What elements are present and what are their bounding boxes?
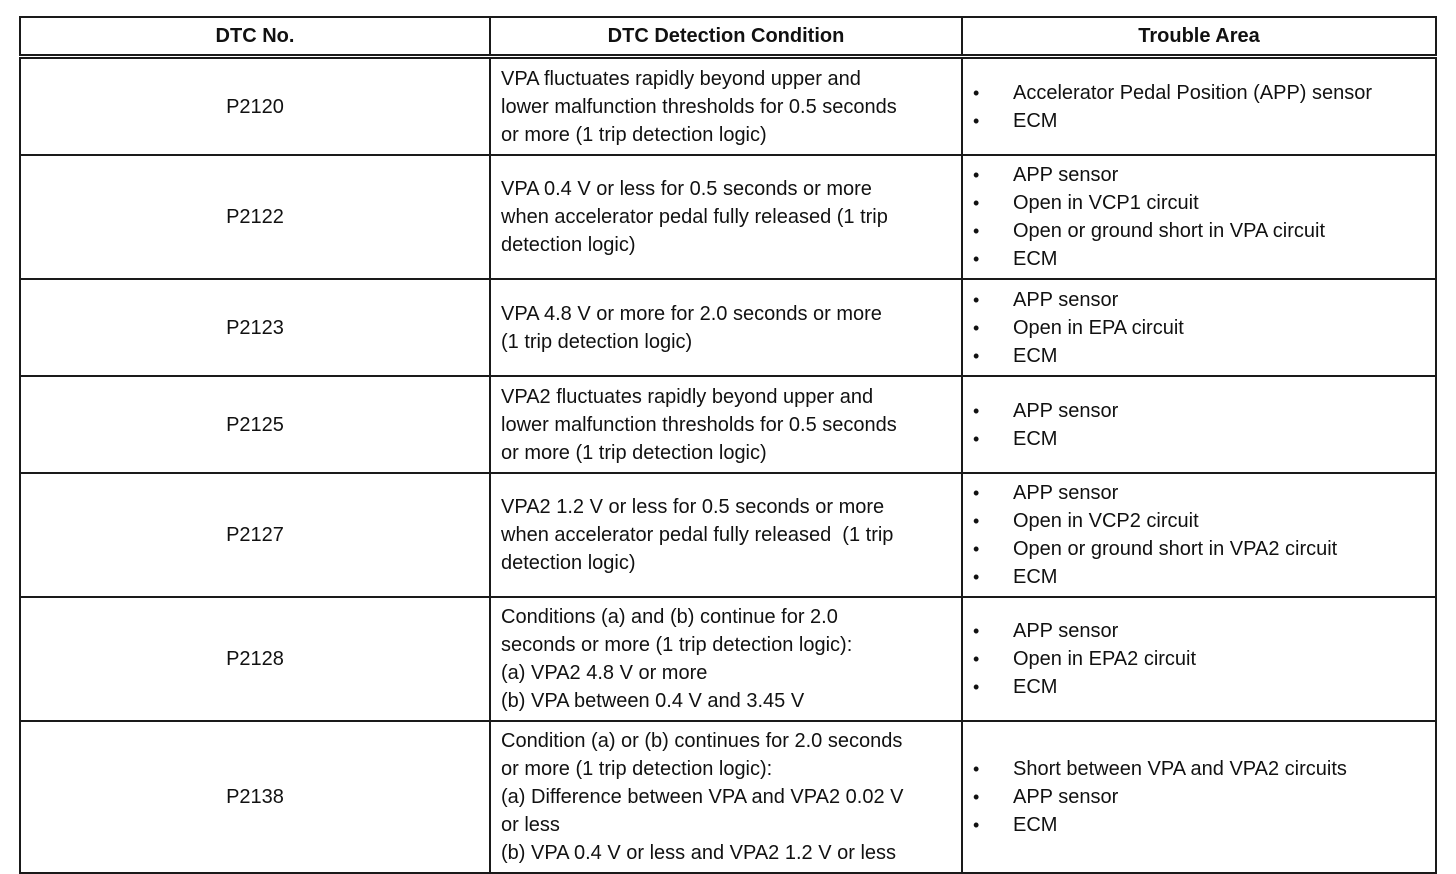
trouble-area-cell [962, 721, 1436, 873]
detection-condition-line: VPA2 1.2 V or less for 0.5 seconds or more [501, 496, 885, 518]
trouble-area-item [973, 479, 1427, 507]
trouble-area-text: ECM [1013, 814, 1058, 836]
trouble-area-text: ECM [1013, 427, 1058, 450]
trouble-area-item [973, 245, 1427, 273]
dtc-code: P2120 [20, 57, 490, 156]
dtc-code: P2128 [20, 597, 490, 721]
table-row [20, 279, 1436, 376]
table-body [20, 57, 1436, 874]
trouble-area-list [973, 617, 1427, 701]
detection-condition-line: VPA 0.4 V or less for 0.5 seconds or more [501, 178, 872, 200]
trouble-area-text: APP sensor [1013, 620, 1119, 642]
trouble-area-text: Open in VCP1 circuit [1013, 192, 1199, 214]
trouble-area-text: APP sensor [1013, 399, 1119, 422]
detection-condition-cell [490, 597, 962, 721]
trouble-area-text: Short between VPA and VPA2 circuits [1013, 758, 1347, 780]
bullet-icon: • [973, 815, 980, 835]
trouble-area-list [973, 479, 1427, 591]
detection-condition-line: detection logic) [501, 552, 636, 574]
dtc-code: P2125 [20, 376, 490, 473]
trouble-area-item [973, 314, 1427, 342]
trouble-area-list [973, 79, 1427, 135]
trouble-area-cell [962, 279, 1436, 376]
bullet-icon: • [973, 759, 980, 779]
trouble-area-cell [962, 155, 1436, 279]
trouble-area-text: ECM [1013, 248, 1058, 270]
trouble-area-text: APP sensor [1013, 164, 1119, 186]
trouble-area-item [973, 79, 1427, 107]
trouble-area-text: APP sensor [1013, 786, 1119, 808]
bullet-icon: • [973, 221, 980, 241]
detection-condition-line: lower malfunction thresholds for 0.5 seconds [501, 95, 897, 118]
bullet-icon: • [973, 428, 980, 449]
trouble-area-list [973, 286, 1427, 370]
trouble-area-item [973, 563, 1427, 591]
bullet-icon: • [973, 539, 980, 559]
detection-condition-line: (b) VPA 0.4 V or less and VPA2 1.2 V or less [501, 842, 897, 864]
header-detection-condition: DTC Detection Condition [490, 17, 962, 57]
trouble-area-text: APP sensor [1013, 288, 1119, 311]
trouble-area-item [973, 535, 1427, 563]
table-row [20, 473, 1436, 597]
detection-condition-line: VPA fluctuates rapidly beyond upper and [501, 67, 861, 90]
trouble-area-text: ECM [1013, 344, 1058, 367]
bullet-icon: • [973, 621, 980, 641]
bullet-icon: • [973, 677, 980, 697]
trouble-area-text: ECM [1013, 676, 1058, 698]
trouble-area-cell [962, 597, 1436, 721]
bullet-icon: • [973, 511, 980, 531]
bullet-icon: • [973, 165, 980, 185]
trouble-area-item [973, 397, 1427, 425]
table-row [20, 721, 1436, 873]
detection-condition-cell [490, 155, 962, 279]
bullet-icon: • [973, 400, 980, 421]
trouble-area-cell [962, 376, 1436, 473]
bullet-icon: • [973, 483, 980, 503]
dtc-code: P2122 [20, 155, 490, 279]
detection-condition-line: (a) Difference between VPA and VPA2 0.02 V [501, 786, 904, 808]
bullet-icon: • [973, 289, 980, 310]
trouble-area-text: Open or ground short in VPA circuit [1013, 220, 1326, 242]
trouble-area-item [973, 425, 1427, 453]
detection-condition-line: or more (1 trip detection logic) [501, 441, 767, 464]
header-row [20, 17, 1436, 57]
trouble-area-text: ECM [1013, 109, 1058, 132]
detection-condition-line: (1 trip detection logic) [501, 330, 693, 353]
table-row [20, 155, 1436, 279]
trouble-area-item [973, 161, 1427, 189]
bullet-icon: • [973, 249, 980, 269]
bullet-icon: • [973, 567, 980, 587]
trouble-area-text: APP sensor [1013, 482, 1119, 504]
table-row [20, 376, 1436, 473]
bullet-icon: • [973, 787, 980, 807]
detection-condition-cell [490, 57, 962, 156]
table-row [20, 57, 1436, 156]
trouble-area-item [973, 617, 1427, 645]
detection-condition-line: or less [501, 814, 560, 836]
detection-condition-line: Condition (a) or (b) continues for 2.0 seconds [501, 730, 903, 752]
trouble-area-text: Open or ground short in VPA2 circuit [1013, 538, 1338, 560]
detection-condition-line: Conditions (a) and (b) continue for 2.0 [501, 606, 838, 628]
detection-condition-line: when accelerator pedal fully released (1 trip [501, 206, 888, 228]
detection-condition-line: VPA2 fluctuates rapidly beyond upper and [501, 385, 874, 408]
dtc-code: P2127 [20, 473, 490, 597]
table-header [20, 17, 1436, 57]
dtc-table [19, 16, 1437, 874]
trouble-area-list [973, 161, 1427, 273]
detection-condition-line: detection logic) [501, 234, 636, 256]
trouble-area-text: ECM [1013, 566, 1058, 588]
detection-condition-line: seconds or more (1 trip detection logic): [501, 634, 853, 656]
trouble-area-item [973, 507, 1427, 535]
bullet-icon: • [973, 193, 980, 213]
detection-condition-line: or more (1 trip detection logic): [501, 758, 773, 780]
dtc-code: P2138 [20, 721, 490, 873]
detection-condition-line: (a) VPA2 4.8 V or more [501, 662, 708, 684]
trouble-area-item [973, 673, 1427, 701]
detection-condition-line: (b) VPA between 0.4 V and 3.45 V [501, 690, 805, 712]
trouble-area-list [973, 755, 1427, 839]
detection-condition-cell [490, 279, 962, 376]
trouble-area-item [973, 286, 1427, 314]
detection-condition-cell [490, 473, 962, 597]
trouble-area-item [973, 107, 1427, 135]
bullet-icon: • [973, 345, 980, 366]
detection-condition-line: when accelerator pedal fully released (1 trip [501, 524, 894, 546]
trouble-area-item [973, 217, 1427, 245]
bullet-icon: • [973, 649, 980, 669]
detection-condition-cell [490, 721, 962, 873]
header-dtc-no: DTC No. [20, 17, 490, 57]
trouble-area-text: Open in VCP2 circuit [1013, 510, 1199, 532]
detection-condition-cell [490, 376, 962, 473]
trouble-area-text: Open in EPA circuit [1013, 316, 1184, 339]
trouble-area-cell [962, 57, 1436, 156]
trouble-area-item [973, 811, 1427, 839]
trouble-area-item [973, 189, 1427, 217]
trouble-area-item [973, 755, 1427, 783]
trouble-area-text: Open in EPA2 circuit [1013, 648, 1197, 670]
trouble-area-item [973, 645, 1427, 673]
bullet-icon: • [973, 110, 980, 131]
bullet-icon: • [973, 82, 980, 103]
detection-condition-line: VPA 4.8 V or more for 2.0 seconds or more [501, 302, 882, 325]
detection-condition-line: lower malfunction thresholds for 0.5 seconds [501, 413, 897, 436]
trouble-area-list [973, 397, 1427, 453]
trouble-area-item [973, 783, 1427, 811]
table-row [20, 597, 1436, 721]
bullet-icon: • [973, 317, 980, 338]
dtc-code: P2123 [20, 279, 490, 376]
detection-condition-line: or more (1 trip detection logic) [501, 123, 767, 146]
trouble-area-cell [962, 473, 1436, 597]
trouble-area-text: Accelerator Pedal Position (APP) sensor [1013, 81, 1373, 104]
header-trouble-area: Trouble Area [962, 17, 1436, 57]
trouble-area-item [973, 342, 1427, 370]
